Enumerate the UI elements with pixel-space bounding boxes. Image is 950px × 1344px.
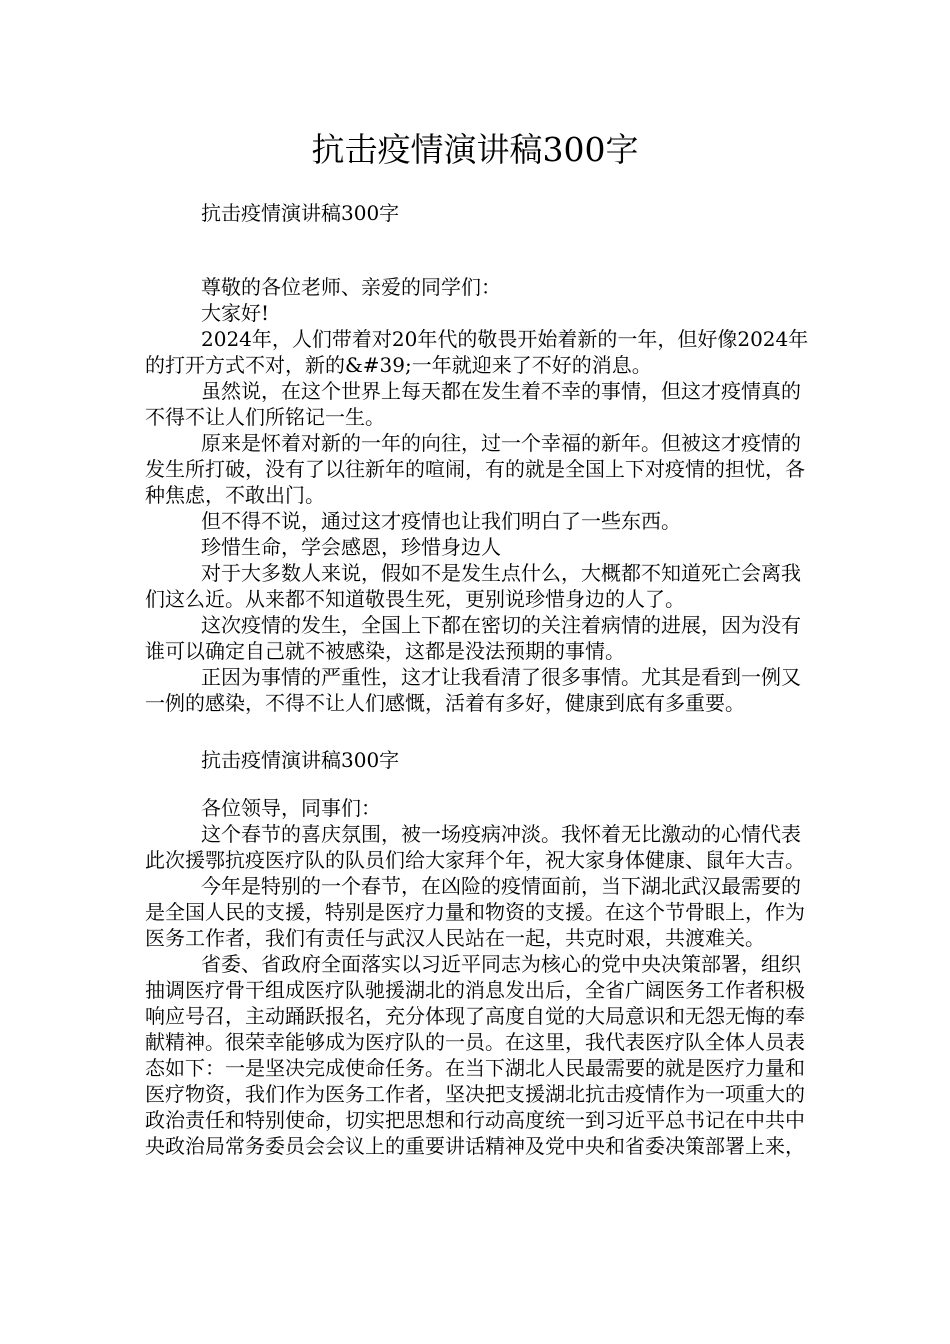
paragraph: 尊敬的各位老师、亲爱的同学们：: [201, 275, 501, 299]
paragraph: 对于大多数人来说，假如不是发生点什么，大概都不知道死亡会离我们这么近。从来都不知道敬畏生死，更别说珍惜身边的人了。: [145, 561, 801, 611]
document-title: 抗击疫情演讲稿300字: [311, 130, 639, 169]
paragraph: 2024年，人们带着对20年代的敬畏开始着新的一年，但好像2024年的打开方式不对，新的&#39;一年就迎来了不好的消息。: [145, 327, 809, 377]
paragraph: 今年是特别的一个春节，在凶险的疫情面前，当下湖北武汉最需要的是全国人民的支援，特别是医疗力量和物资的支援。在这个节骨眼上，作为医务工作者，我们有责任与武汉人民站在一起，共克时艰，共渡难关。: [145, 874, 805, 950]
paragraph: 这次疫情的发生，全国上下都在密切的关注着病情的进展，因为没有谁可以确定自己就不被感染，这都是没法预期的事情。: [145, 613, 801, 663]
paragraph: 虽然说，在这个世界上每天都在发生着不幸的事情，但这才疫情真的不得不让人们所铭记一生。: [145, 379, 801, 429]
paragraph: 这个春节的喜庆氛围，被一场疫病冲淡。我怀着无比激动的心情代表此次援鄂抗疫医疗队的队员们给大家拜个年，祝大家身体健康、鼠年大吉。: [145, 822, 805, 872]
section1-body: [145, 274, 810, 716]
paragraph: 但不得不说，通过这才疫情也让我们明白了一些东西。: [201, 509, 681, 533]
section2-subtitle: 抗击疫情演讲稿300字: [201, 748, 400, 772]
paragraph: 正因为事情的严重性，这才让我看清了很多事情。尤其是看到一例又一例的感染，不得不让人们感慨，活着有多好，健康到底有多重要。: [145, 665, 801, 715]
paragraph: 原来是怀着对新的一年的向往，过一个幸福的新年。但被这才疫情的发生所打破，没有了以往新年的喧闹，有的就是全国上下对疫情的担忧，各种焦虑，不敢出门。: [145, 431, 805, 507]
paragraph: 珍惜生命，学会感恩，珍惜身边人: [201, 535, 501, 559]
paragraph: 省委、省政府全面落实以习近平同志为核心的党中央决策部署，组织抽调医疗骨干组成医疗队驰援湖北的消息发出后，全省广阔医务工作者积极响应号召，主动踊跃报名，充分体现了高度自觉的大局意识和无怨无悔的奉献精神。很荣幸能够成为医疗队的一员。在这里，我代表医疗队全体人员表态如下：一是坚决完成使命任务。在当下湖北人民最需要的就是医疗力量和医疗物资，我们作为医务工作者，坚决把支援湖北抗击疫情作为一项重大的政治责任和特别使命，切实把思想和行动高度统一到习近平总书记在中共中央政治局常务委员会会议上的重要讲话精神及党中央和省委决策部署上来，: [145, 952, 805, 1158]
paragraph: 大家好!: [201, 301, 270, 325]
section2-body: [145, 795, 810, 1159]
paragraph: 各位领导，同事们：: [201, 796, 381, 820]
section1-subtitle: 抗击疫情演讲稿300字: [201, 201, 400, 225]
